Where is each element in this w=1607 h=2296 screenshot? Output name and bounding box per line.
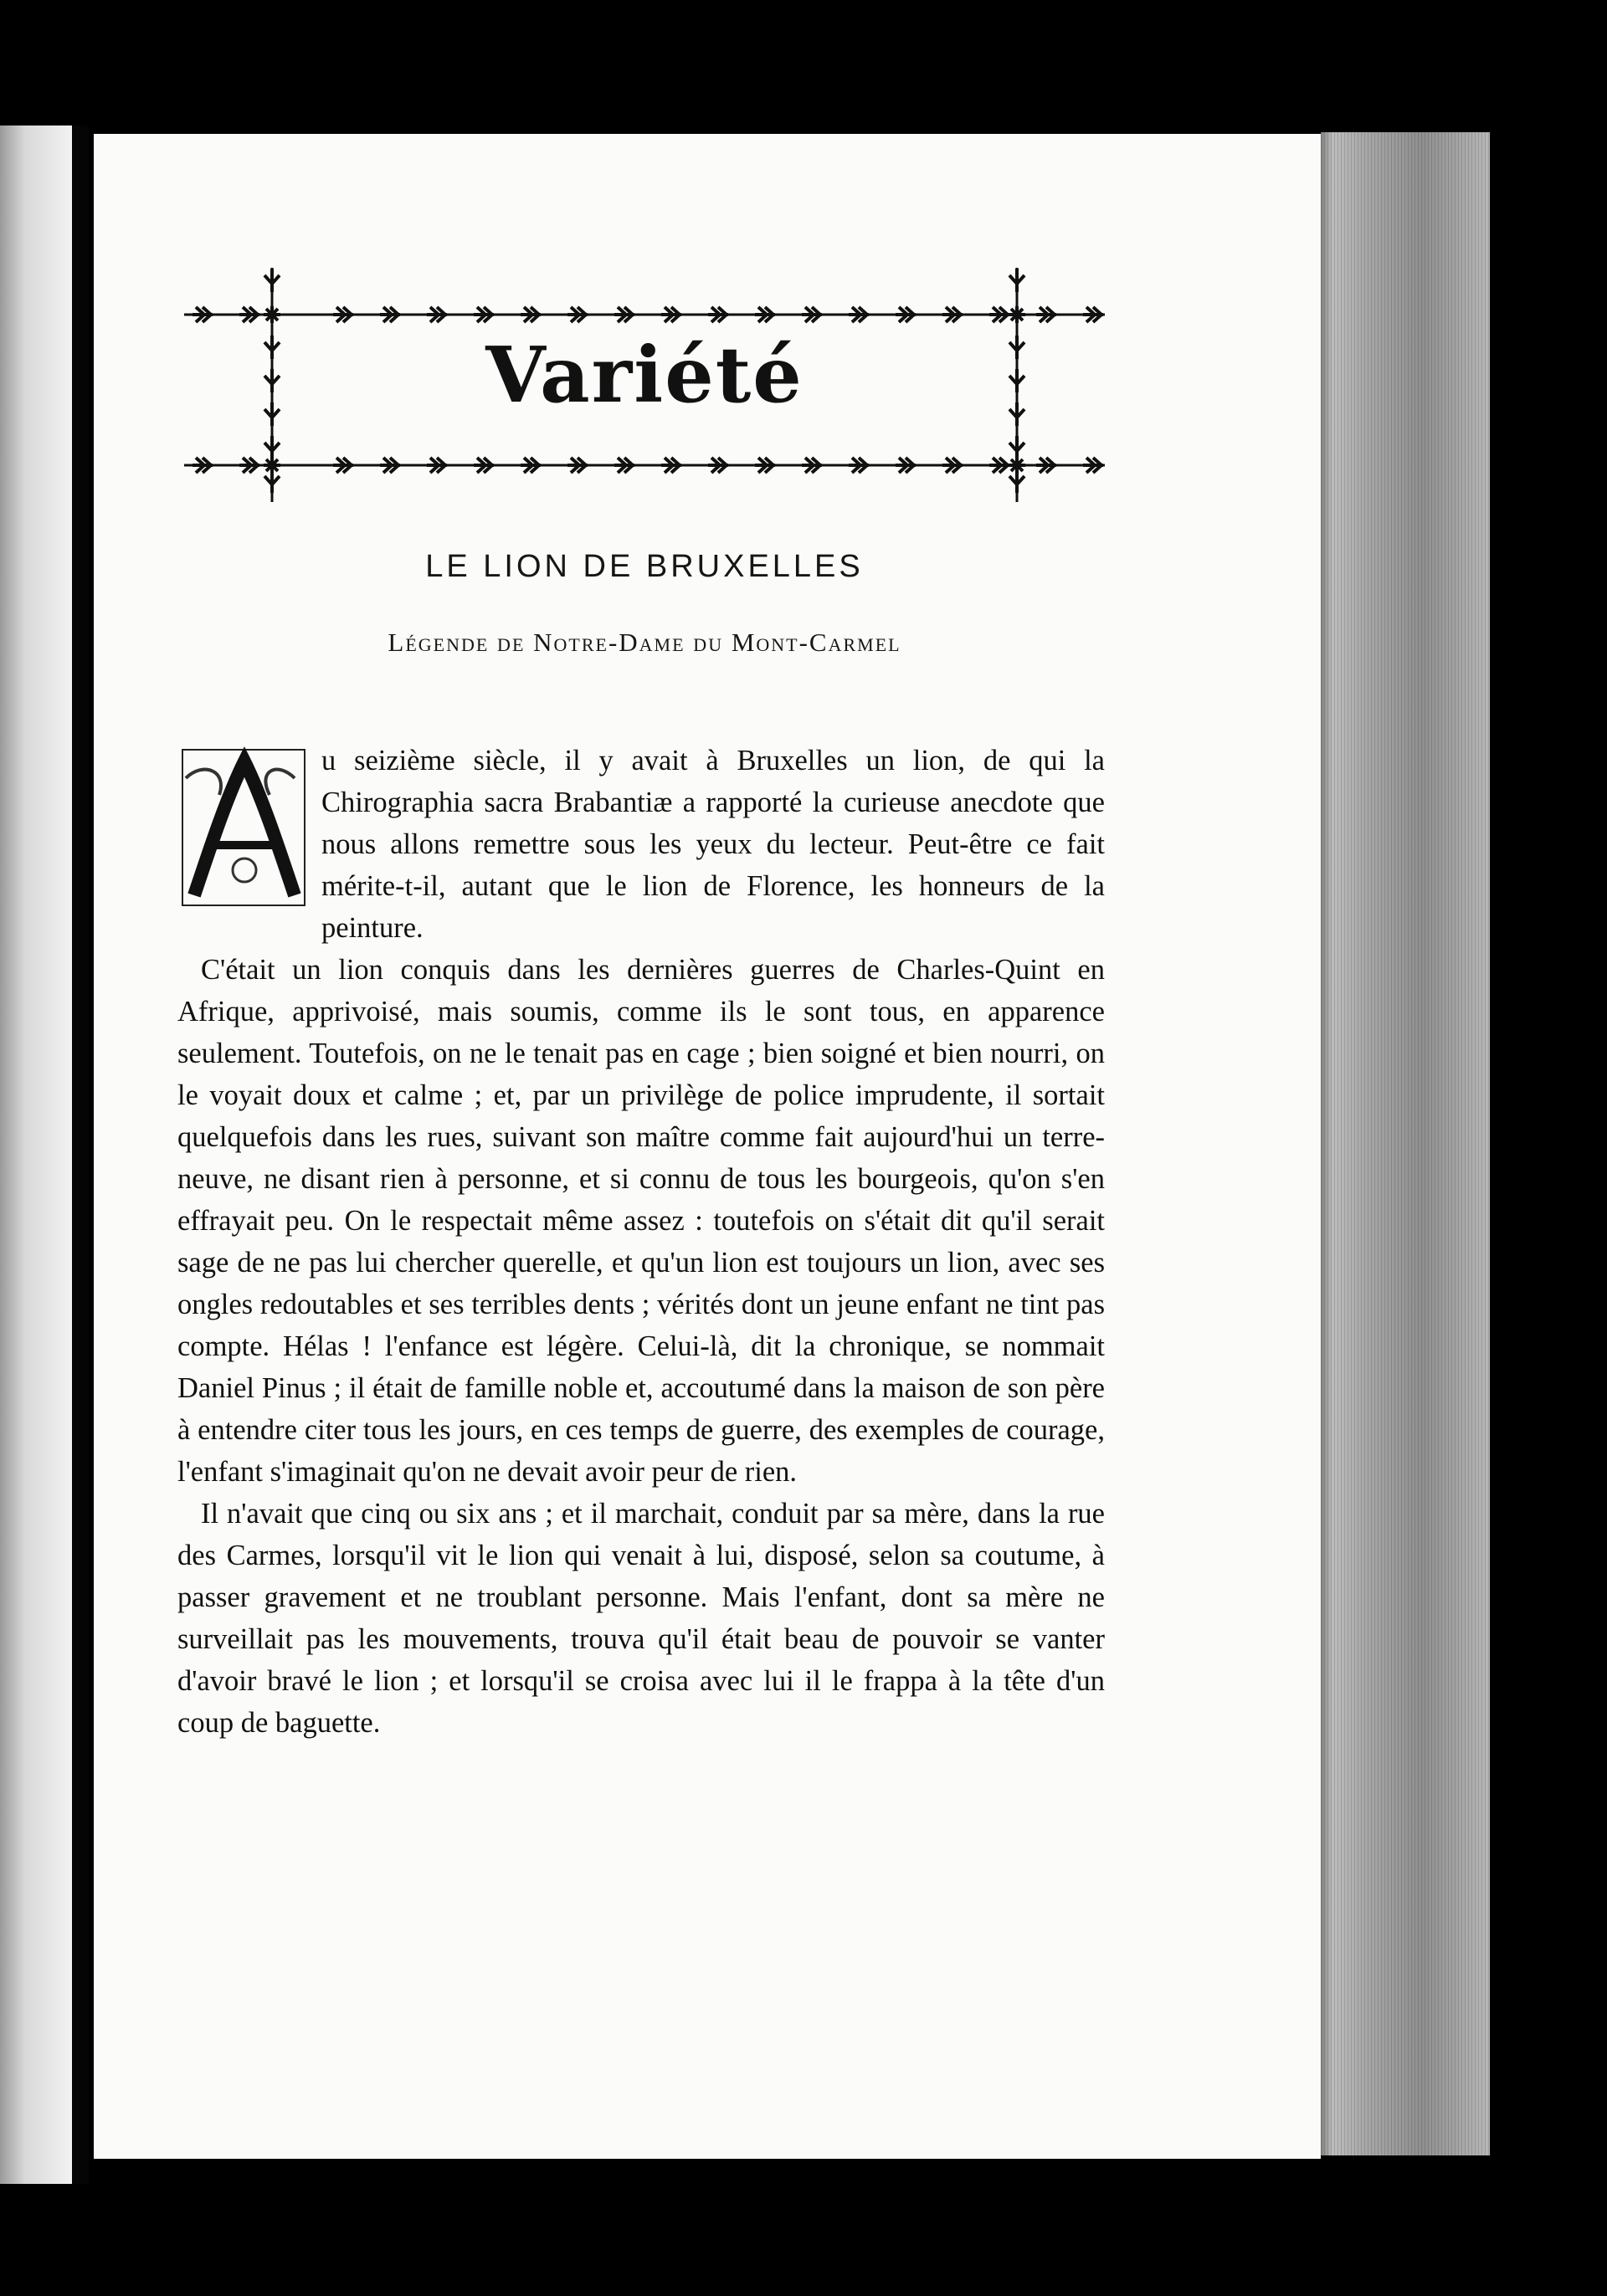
paragraph-1: u seizième siècle, il y avait à Bruxelles un lion, de qui la Chirographia sacra Brabantiæ a rapporté la curieuse anecdote que nous allons remettre sous les yeux du lecteur. Peut-être ce fait mérite-t-il, autant que le lion de Florence, les honneurs de la peinture.	[321, 745, 1105, 944]
left-page-edge	[0, 126, 72, 2184]
paragraph-2: C'était un lion conquis dans les dernières guerres de Charles-Quint en Afrique, apprivoisé, mais soumis, comme ils le sont tous, en apparence seulement. Toutefois, on ne le tenait pas en cage ; bien soigné et bien nourri, on le voyait doux et calme ; et, par un privilège de police imprudente, il sortait quelquefois dans les rues, suivant son maître comme fait aujourd'hui un terre-neuve, ne disant rien à personne, et si connu de tous les bourgeois, qu'on s'en effrayait peu. On le respectait même assez : toutefois on s'était dit qu'il serait sage de ne pas lui chercher querelle, et qu'un lion est toujours un lion, avec ses ongles redoutables et ses terribles dents ; vérités dont un jeune enfant ne tint pas compte. Hélas ! l'enfance est légère. Celui-là, dit la chronique, se nommait Daniel Pinus ; il était de famille noble et, accoutumé dans la maison de son père à entendre citer tous les jours, en ces temps de guerre, des exemples de courage, l'enfant s'imaginait qu'on ne devait avoir peur de rien.	[177, 954, 1105, 1488]
page-stack-fore-edge	[1321, 132, 1490, 2155]
article-body	[177, 740, 1105, 1744]
article-headline: LE LION DE BRUXELLES	[425, 549, 864, 584]
article-subheadline: Légende de Notre-Dame du Mont-Carmel	[388, 628, 901, 657]
drop-cap-ornament	[177, 745, 310, 910]
book-gutter	[72, 126, 89, 2184]
fore-edge-shadow	[1321, 132, 1332, 2155]
drop-cap-letter: A	[243, 870, 244, 871]
paragraph-3: Il n'avait que cinq ou six ans ; et il marchait, conduit par sa mère, dans la rue des Carmes, lorsqu'il vit le lion qui venait à lui, disposé, selon sa coutume, à passer gravement et ne troublant personne. Mais l'enfant, dont sa mère ne surveillait pas les mouvements, trouva qu'il était beau de pouvoir se vanter d'avoir bravé le lion ; et lorsqu'il se croisa avec lui il le frappa à la tête d'un coup de baguette.	[177, 1498, 1105, 1739]
section-title: Variété	[485, 330, 804, 420]
